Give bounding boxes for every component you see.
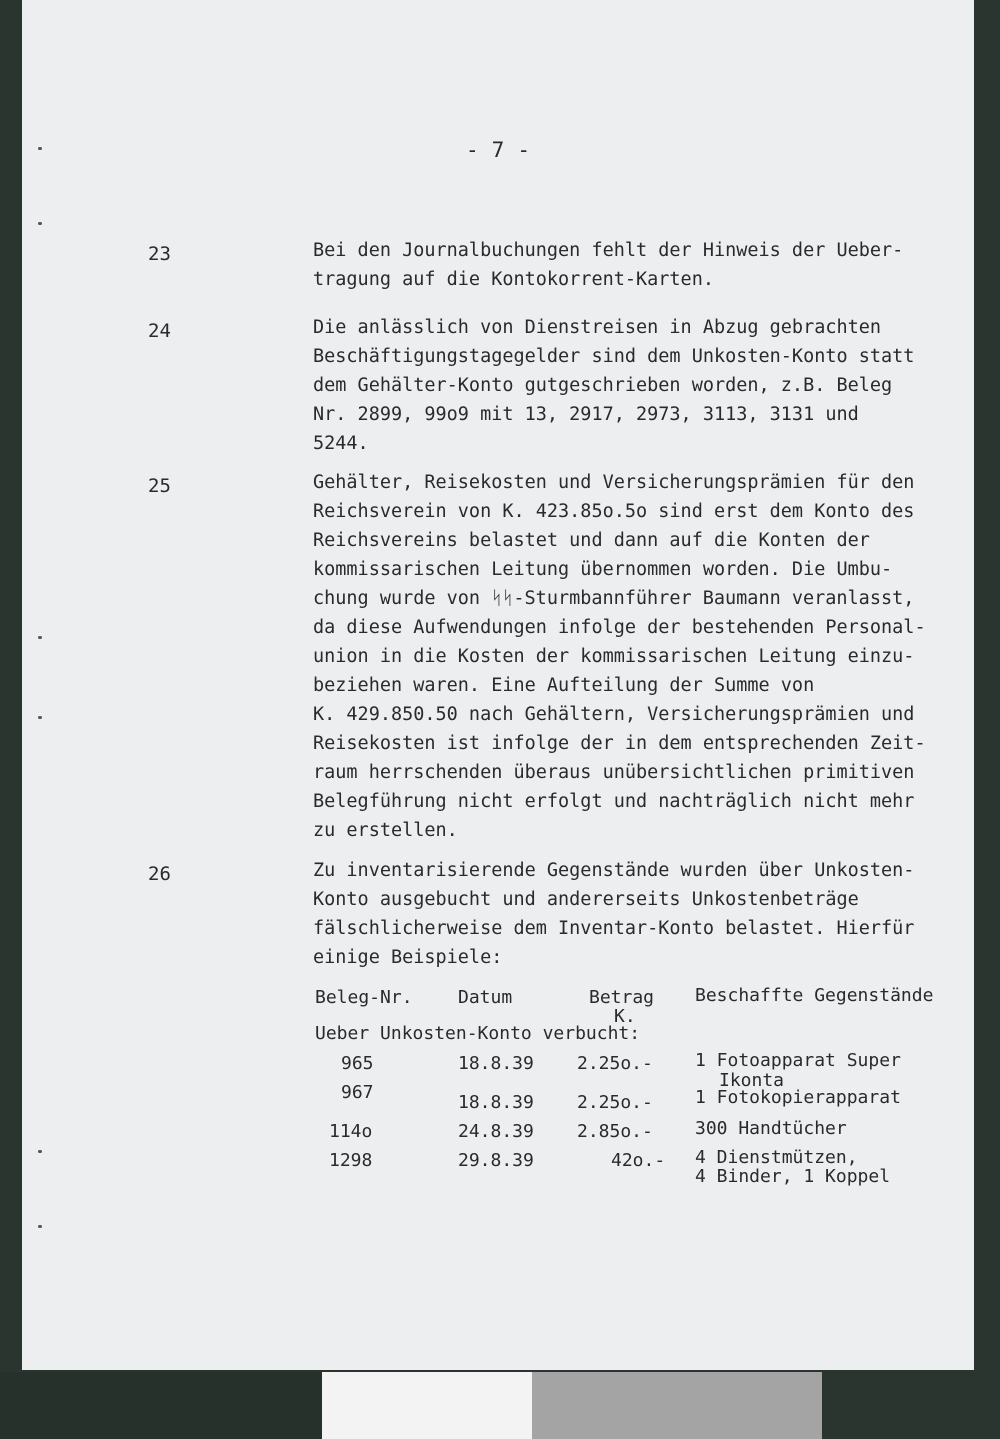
cell-item: 300 Handtücher xyxy=(695,1118,847,1139)
text-line: da diese Aufwendungen infolge der bestehenden Personal- xyxy=(313,617,926,638)
scan-white-strip xyxy=(322,1372,532,1439)
cell-beleg: 967 xyxy=(341,1082,374,1103)
scan-gray-strip xyxy=(532,1372,822,1439)
text-line: Zu inventarisierende Gegenstände wurden über Unkosten- xyxy=(313,860,915,881)
item-number-26: 26 xyxy=(148,863,171,885)
text-line: beziehen waren. Eine Aufteilung der Summe von xyxy=(313,675,815,696)
header-datum: Datum xyxy=(458,987,513,1008)
punch-mark xyxy=(38,636,42,639)
text-line: Reichsvereins belastet und dann auf die Konten der xyxy=(313,530,870,551)
text-line: kommissarischen Leitung übernommen worden. Die Umbu- xyxy=(313,559,893,580)
cell-item-cont: Ikonta xyxy=(719,1070,785,1091)
cell-item-cont: 4 Binder, 1 Koppel xyxy=(695,1166,891,1187)
header-betrag: Betrag xyxy=(589,987,655,1008)
text-line: Reisekosten ist infolge der in dem entsprechenden Zeit- xyxy=(313,733,926,754)
text-line: chung wurde von ᛋᛋ-Sturmbannführer Baumann veranlasst, xyxy=(313,588,915,609)
text-line: Bei den Journalbuchungen fehlt der Hinweis der Ueber- xyxy=(313,240,904,261)
text-line: union in die Kosten der kommissarischen Leitung einzu- xyxy=(313,646,915,667)
scan-background-strip xyxy=(0,1372,322,1439)
text-line: tragung auf die Kontokorrent-Karten. xyxy=(313,269,714,290)
text-line: Die anlässlich von Dienstreisen in Abzug gebrachten xyxy=(313,317,882,338)
text-line: einige Beispiele: xyxy=(313,947,503,968)
cell-datum: 18.8.39 xyxy=(458,1053,534,1074)
cell-beleg: 965 xyxy=(341,1053,374,1074)
text-line: Belegführung nicht erfolgt und nachträglich nicht mehr xyxy=(313,791,915,812)
cell-item: 1 Fotoapparat Super xyxy=(695,1050,901,1071)
text-line: raum herrschenden überaus unübersichtlichen primitiven xyxy=(313,762,915,783)
page-number: - 7 - xyxy=(466,138,531,162)
text-line: Reichsverein von K. 423.85o.5o sind erst dem Konto des xyxy=(313,501,915,522)
cell-beleg: 1298 xyxy=(329,1150,373,1171)
punch-mark xyxy=(38,222,42,225)
table-subheader: Ueber Unkosten-Konto verbucht: xyxy=(315,1023,641,1044)
punch-mark xyxy=(38,147,42,150)
text-line: fälschlicherweise dem Inventar-Konto belastet. Hierfür xyxy=(313,918,915,939)
cell-item: 4 Dienstmützen, xyxy=(695,1147,858,1168)
cell-betrag: 2.25o.- xyxy=(577,1053,653,1074)
cell-betrag: 2.25o.- xyxy=(577,1092,653,1113)
header-gegenstaende: Beschaffte Gegenstände xyxy=(695,985,934,1006)
header-betrag-unit: K. xyxy=(614,1006,636,1027)
paragraph-24 xyxy=(313,313,973,458)
cell-betrag: 2.85o.- xyxy=(577,1121,653,1142)
text-line: Konto ausgebucht und andererseits Unkostenbeträge xyxy=(313,889,859,910)
item-number-23: 23 xyxy=(148,243,171,265)
paragraph-23 xyxy=(313,236,973,294)
item-number-24: 24 xyxy=(148,320,171,342)
header-beleg: Beleg-Nr. xyxy=(315,987,413,1008)
cell-datum: 24.8.39 xyxy=(458,1121,534,1142)
punch-mark xyxy=(38,1150,42,1153)
punch-mark xyxy=(38,716,42,719)
text-line: zu erstellen. xyxy=(313,820,458,841)
cell-datum: 29.8.39 xyxy=(458,1150,534,1171)
paragraph-25 xyxy=(313,468,973,845)
paragraph-26 xyxy=(313,856,973,972)
text-line: Nr. 2899, 99o9 mit 13, 2917, 2973, 3113, 3131 und xyxy=(313,404,859,425)
cell-datum: 18.8.39 xyxy=(458,1092,534,1113)
cell-beleg: 114o xyxy=(329,1121,373,1142)
text-line: 5244. xyxy=(313,433,369,454)
text-line: Gehälter, Reisekosten und Versicherungsprämien für den xyxy=(313,472,915,493)
text-line: dem Gehälter-Konto gutgeschrieben worden, z.B. Beleg xyxy=(313,375,893,396)
item-number-25: 25 xyxy=(148,475,171,497)
text-line: K. 429.850.50 nach Gehältern, Versicherungsprämien und xyxy=(313,704,915,725)
cell-item: 1 Fotokopierapparat xyxy=(695,1087,901,1108)
text-line: Beschäftigungstagegelder sind dem Unkosten-Konto statt xyxy=(313,346,915,367)
cell-betrag: 42o.- xyxy=(611,1150,666,1171)
punch-mark xyxy=(38,1225,42,1228)
